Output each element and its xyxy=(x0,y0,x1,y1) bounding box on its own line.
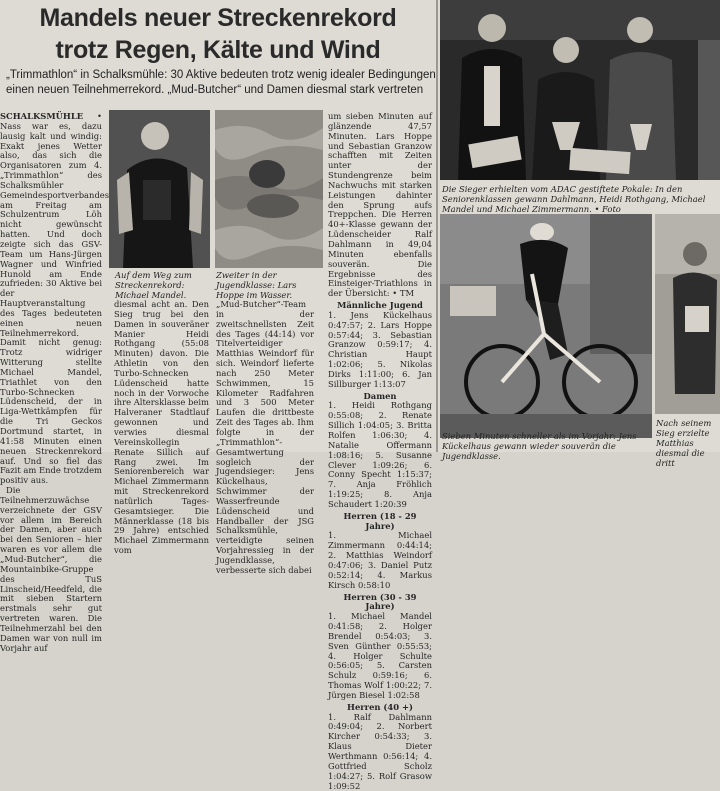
caption-runner: Auf dem Weg zum Streckenrekord: Michael Mandel. xyxy=(115,270,192,300)
caption-cyclist: Sieben Minuten schneller als im Vorjahr: Jens Kückelhaus gewann wieder souverän die Jugendklasse. xyxy=(442,431,637,461)
photo-runner-mandel xyxy=(109,110,210,268)
subheadline: „Trimmathlon“ in Schalksmühle: 30 Aktive bedeuten trotz wenig idealer Bedingungen einen neuen Teilnehmerrekord. „Mud-Butcher“ und Damen diesmal stark vertreten xyxy=(6,69,436,96)
photo-runner-weindorf xyxy=(655,214,720,414)
caption-winners: Die Sieger erhielten vom ADAC gestiftete Pokale: In den Seniorenklassen gewann Dahlmann, Heidi Rothgang, Michael Mandel und Michael Zimmermann. • Foto xyxy=(442,184,706,214)
article-column-1 xyxy=(0,111,110,653)
article-column-3: „Mud-Butcher“-Team in der zweitschnellsten Zeit des Tages (44:14) vor Titelverteidiger Matthias Weindorf für sich. Weindorf lieferte nach 250 Meter Schwimmen, 15 Kilometer Radfahren und 3 500 Meter Laufen die drittbeste Zeit des Tages ab. Ihm folgte in der „Trimmathlon“-Gesamtwertung sogleich der Jugendsieger: Jens Kückelhaus, Schwimmer der Wasserfreunde Lüdenscheid und Handballer der JSG Schalksmühle, verteidigte seinen Vorjahressieg in der Jugendklasse, verbesserte sich dabei xyxy=(216,299,314,575)
results-men-30-39: 1. Michael Mandel 0:41:58; 2. Holger Brendel 0:54:03; 3. Sven Günther 0:55:53; 4. Holger Schulte 0:56:05; 5. Carsten Schulz 0:59:16; 6. Thomas Wolf 1:00:22; 7. Jürgen Biesel 1:02:58 xyxy=(328,611,432,700)
caption-swimmer: Zweiter in der Jugendklasse: Lars Hoppe im Wasser. xyxy=(216,270,297,300)
photo-winners-trophies xyxy=(440,0,720,180)
results-heading-men-18-29: Herren (18 - 29 Jahre) xyxy=(343,510,417,531)
article-paragraph-2: Die Teilnehmerzuwächse verzeichnete der GSV vor allem im Bereich der Damen, aber auch bei den Senioren – hier waren es vor allem die „Mud-Butcher“, die Mountainbike-Gruppe des TuS Linscheid/Heedfeld, die mit sieben Startern erstmals sehr gut vertreten waren. Die Teilnehmerzahl bei den Damen war von null im Vorjahr auf xyxy=(0,485,102,653)
headline-line-2: trotz Regen, Kälte und Wind xyxy=(55,36,381,64)
article-column-4-results xyxy=(328,111,432,791)
results-women: 1. Heidi Rothgang 0:55:08; 2. Renate Sillich 1:04:05; 3. Britta Rolfen 1:06:30; 4. Natalie Offermann 1:08:16; 5. Susanne Clever 1:09:26; 6. Conny Specht 1:15:37; 7. Anja Fröhlich 1:19:25; 8. Anja Schaudert 1:20:39 xyxy=(328,400,432,509)
results-heading-youth: Männliche Jugend xyxy=(337,300,423,311)
results-heading-men-40plus: Herren (40 +) xyxy=(347,701,413,712)
column-divider xyxy=(436,0,438,452)
results-intro: um sieben Minuten auf glänzende 47,57 Minuten. Lars Hoppe und Sebastian Granzow schafften mit Zeiten unter der Stundengrenze beim Nachwuchs mit starken Leistungen dahinter den Sprung aufs Treppchen. Die Herren 40+-Klasse gewann der Lüdenscheider Ralf Dahlmann in 49,04 Minuten ebenfalls souverän. Die Ergebnisse des Einsteiger-Triathlons in der Übersicht: • TM xyxy=(328,111,432,299)
results-men-40plus: 1. Ralf Dahlmann 0:49:04; 2. Norbert Kircher 0:54:33; 3. Klaus Dieter Werthmann 0:56:14; 4. Gottfried Scholz 1:04:27; 5. Rolf Grasow 1:09:52 xyxy=(328,711,432,791)
photo-swimmer-hoppe xyxy=(215,110,323,268)
results-heading-women: Damen xyxy=(363,390,397,401)
article-column-2: diesmal acht an. Den Sieg trug bei den Damen in souveräner Manier Heidi Rothgang (55:08 Minuten) davon. Die Athletin von den Turbo-Schnecken Lüdenscheid hatte noch in der Vorwoche ihre Altersklasse beim Halveraner Stadtlauf gewonnen und verwies diesmal Vereinskollegin Renate Sillich auf Rang zwei. Im Seniorenbereich war Michael Zimmermann mit Streckenrekord natürlich Tages-Gesamtsieger. Die Männerklasse (18 bis 29 Jahre) entschied Michael Zimmermann vom xyxy=(114,299,209,556)
caption-matthias: Nach seinem Sieg erzielte Matthias diesmal die dritt xyxy=(656,418,712,468)
article-paragraph-1: • Nass war es, dazu lausig kalt und windig: Exakt jenes Wetter also, das sich die Organisatoren zum 4. „Trimmathlon“ des Schalksmühler Gemeindesportverbandes am Freitag am Schulzentrum Löh nicht gewünscht hatten. Und doch zeigte sich das GSV-Team um Hans-Jürgen Wagner und Winfried Hunold am Ende zufrieden: 30 Aktive bei der Hauptveranstaltung des Tages bedeuteten einen neuen Teilnehmerrekord. Damit nicht genug: Trotz widriger Witterung stellte Michael Mandel, Triathlet von den Turbo-Schnecken Lüdenscheid, der in Liga-Wettkämpfen für die Tri Geckos Dortmund startet, in 41:58 Minuten einen neuen Streckenrekord auf. Und so fiel das Fazit am Ende trotzdem positiv aus. xyxy=(0,111,110,486)
headline-line-1: Mandels neuer Streckenrekord xyxy=(39,4,397,32)
photo-cyclist-kueckelhaus xyxy=(440,214,652,438)
dateline: SCHALKSMÜHLE xyxy=(0,111,84,121)
results-youth: 1. Jens Kückelhaus 0:47:57; 2. Lars Hoppe 0:57:44; 3. Sebastian Granzow 0:59:17; 4. Christian Haupt 1:02:06; 5. Nikolas Dirks 1:11:00; 6. Jan Sillburger 1:13:07 xyxy=(328,309,432,389)
results-heading-men-30-39: Herren (30 - 39 Jahre) xyxy=(343,591,417,612)
results-men-18-29: 1. Michael Zimmermann 0:44:14; 2. Matthias Weindorf 0:47:06; 3. Daniel Putz 0:52:14; 4. Markus Kirsch 0:58:10 xyxy=(328,530,432,590)
